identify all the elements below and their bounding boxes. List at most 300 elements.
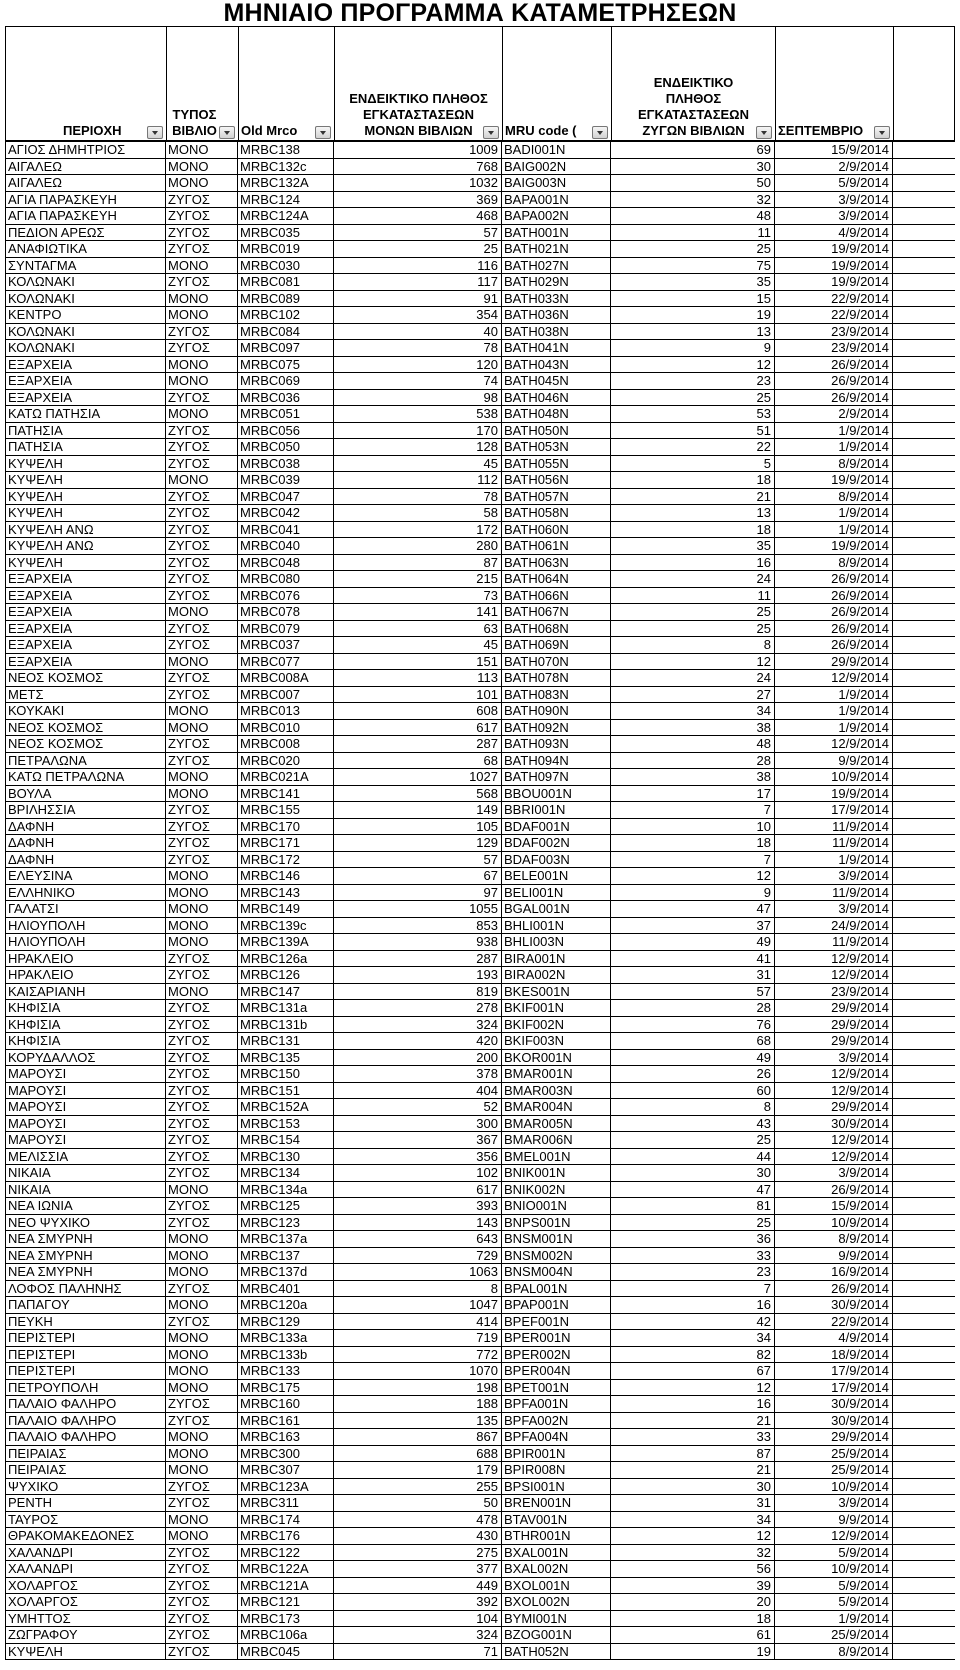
cell-mru-code[interactable]: BPER001N xyxy=(502,1330,611,1346)
cell-pair-books[interactable]: 25 xyxy=(611,621,775,637)
cell-old-mrco[interactable]: MRBC133a xyxy=(238,1330,334,1346)
cell-single-books[interactable]: 1032 xyxy=(334,175,502,191)
cell-type[interactable]: ΖΥΓΟΣ xyxy=(166,324,238,340)
cell-type[interactable]: ΜΟΝΟ xyxy=(166,373,238,389)
cell-mru-code[interactable]: BATH027N xyxy=(502,258,611,274)
cell-mru-code[interactable]: BKOR001N xyxy=(502,1050,611,1066)
cell-mru-code[interactable]: BATH038N xyxy=(502,324,611,340)
cell-pair-books[interactable]: 19 xyxy=(611,1644,775,1660)
cell-single-books[interactable]: 300 xyxy=(334,1116,502,1132)
cell-type[interactable]: ΖΥΓΟΣ xyxy=(166,951,238,967)
cell-pair-books[interactable]: 36 xyxy=(611,1231,775,1247)
table-row[interactable] xyxy=(5,1215,955,1232)
table-row[interactable] xyxy=(5,1578,955,1595)
cell-mru-code[interactable]: BPAP001N xyxy=(502,1297,611,1313)
cell-date[interactable]: 3/9/2014 xyxy=(775,868,893,884)
cell-date[interactable]: 12/9/2014 xyxy=(775,951,893,967)
table-row[interactable] xyxy=(5,951,955,968)
cell-date[interactable]: 15/9/2014 xyxy=(775,1198,893,1214)
cell-pair-books[interactable]: 25 xyxy=(611,390,775,406)
cell-single-books[interactable]: 68 xyxy=(334,753,502,769)
cell-area[interactable]: ΜΑΡΟΥΣΙ xyxy=(5,1099,166,1115)
cell-single-books[interactable]: 478 xyxy=(334,1512,502,1528)
cell-old-mrco[interactable]: MRBC141 xyxy=(238,786,334,802)
cell-old-mrco[interactable]: MRBC124 xyxy=(238,192,334,208)
cell-area[interactable]: ΠΑΛΑΙΟ ΦΑΛΗΡΟ xyxy=(5,1429,166,1445)
cell-date[interactable]: 1/9/2014 xyxy=(775,687,893,703)
cell-type[interactable]: ΜΟΝΟ xyxy=(166,472,238,488)
table-row[interactable] xyxy=(5,1165,955,1182)
cell-date[interactable]: 26/9/2014 xyxy=(775,373,893,389)
table-row[interactable] xyxy=(5,1083,955,1100)
cell-mru-code[interactable]: BELI001N xyxy=(502,885,611,901)
cell-type[interactable]: ΖΥΓΟΣ xyxy=(166,621,238,637)
table-row[interactable] xyxy=(5,835,955,852)
cell-mru-code[interactable]: BIRA001N xyxy=(502,951,611,967)
cell-area[interactable]: ΣΥΝΤΑΓΜΑ xyxy=(5,258,166,274)
cell-pair-books[interactable]: 21 xyxy=(611,489,775,505)
cell-mru-code[interactable]: BATH058N xyxy=(502,505,611,521)
cell-pair-books[interactable]: 10 xyxy=(611,819,775,835)
cell-type[interactable]: ΖΥΓΟΣ xyxy=(166,1066,238,1082)
table-row[interactable] xyxy=(5,291,955,308)
cell-pair-books[interactable]: 38 xyxy=(611,720,775,736)
table-row[interactable] xyxy=(5,1149,955,1166)
cell-old-mrco[interactable]: MRBC045 xyxy=(238,1644,334,1660)
cell-area[interactable]: ΕΞΑΡΧΕΙΑ xyxy=(5,588,166,604)
cell-old-mrco[interactable]: MRBC008 xyxy=(238,736,334,752)
filter-dropdown-icon[interactable] xyxy=(147,126,163,139)
cell-type[interactable]: ΜΟΝΟ xyxy=(166,720,238,736)
cell-area[interactable]: ΕΞΑΡΧΕΙΑ xyxy=(5,373,166,389)
table-row[interactable] xyxy=(5,1429,955,1446)
table-row[interactable] xyxy=(5,192,955,209)
table-row[interactable] xyxy=(5,654,955,671)
cell-single-books[interactable]: 719 xyxy=(334,1330,502,1346)
cell-type[interactable]: ΜΟΝΟ xyxy=(166,934,238,950)
cell-mru-code[interactable]: BKES001N xyxy=(502,984,611,1000)
cell-pair-books[interactable]: 76 xyxy=(611,1017,775,1033)
cell-pair-books[interactable]: 38 xyxy=(611,769,775,785)
cell-date[interactable]: 17/9/2014 xyxy=(775,802,893,818)
cell-mru-code[interactable]: BATH041N xyxy=(502,340,611,356)
cell-mru-code[interactable]: BMAR004N xyxy=(502,1099,611,1115)
cell-type[interactable]: ΜΟΝΟ xyxy=(166,1380,238,1396)
cell-pair-books[interactable]: 21 xyxy=(611,1462,775,1478)
cell-old-mrco[interactable]: MRBC121 xyxy=(238,1594,334,1610)
cell-mru-code[interactable]: BDAF002N xyxy=(502,835,611,851)
cell-date[interactable]: 2/9/2014 xyxy=(775,159,893,175)
cell-mru-code[interactable]: BDAF001N xyxy=(502,819,611,835)
cell-date[interactable]: 12/9/2014 xyxy=(775,1149,893,1165)
cell-date[interactable]: 26/9/2014 xyxy=(775,571,893,587)
cell-mru-code[interactable]: BADI001N xyxy=(502,142,611,158)
cell-pair-books[interactable]: 18 xyxy=(611,1611,775,1627)
cell-pair-books[interactable]: 22 xyxy=(611,439,775,455)
table-row[interactable] xyxy=(5,736,955,753)
cell-old-mrco[interactable]: MRBC097 xyxy=(238,340,334,356)
cell-single-books[interactable]: 367 xyxy=(334,1132,502,1148)
table-row[interactable] xyxy=(5,1594,955,1611)
cell-pair-books[interactable]: 21 xyxy=(611,1413,775,1429)
cell-old-mrco[interactable]: MRBC173 xyxy=(238,1611,334,1627)
cell-mru-code[interactable]: BPIR008N xyxy=(502,1462,611,1478)
cell-area[interactable]: ΘΡΑΚΟΜΑΚΕΔΟΝΕΣ xyxy=(5,1528,166,1544)
cell-pair-books[interactable]: 16 xyxy=(611,555,775,571)
cell-single-books[interactable]: 287 xyxy=(334,736,502,752)
cell-mru-code[interactable]: BATH036N xyxy=(502,307,611,323)
cell-date[interactable]: 4/9/2014 xyxy=(775,1330,893,1346)
cell-date[interactable]: 19/9/2014 xyxy=(775,538,893,554)
cell-date[interactable]: 10/9/2014 xyxy=(775,769,893,785)
cell-area[interactable]: ΚΥΨΕΛΗ ΑΝΩ xyxy=(5,538,166,554)
cell-mru-code[interactable]: BATH048N xyxy=(502,406,611,422)
cell-old-mrco[interactable]: MRBC084 xyxy=(238,324,334,340)
cell-pair-books[interactable]: 25 xyxy=(611,241,775,257)
cell-area[interactable]: ΚΟΛΩΝΑΚΙ xyxy=(5,324,166,340)
cell-area[interactable]: ΨΥΧΙΚΟ xyxy=(5,1479,166,1495)
cell-single-books[interactable]: 188 xyxy=(334,1396,502,1412)
cell-date[interactable]: 2/9/2014 xyxy=(775,406,893,422)
table-row[interactable] xyxy=(5,1347,955,1364)
cell-single-books[interactable]: 117 xyxy=(334,274,502,290)
table-row[interactable] xyxy=(5,1116,955,1133)
cell-single-books[interactable]: 287 xyxy=(334,951,502,967)
cell-date[interactable]: 17/9/2014 xyxy=(775,1380,893,1396)
table-row[interactable] xyxy=(5,753,955,770)
table-row[interactable] xyxy=(5,159,955,176)
cell-date[interactable]: 8/9/2014 xyxy=(775,489,893,505)
cell-old-mrco[interactable]: MRBC080 xyxy=(238,571,334,587)
cell-type[interactable]: ΖΥΓΟΣ xyxy=(166,208,238,224)
cell-old-mrco[interactable]: MRBC122 xyxy=(238,1545,334,1561)
cell-single-books[interactable]: 193 xyxy=(334,967,502,983)
cell-area[interactable]: ΛΟΦΟΣ ΠΑΛΗΝΗΣ xyxy=(5,1281,166,1297)
cell-date[interactable]: 23/9/2014 xyxy=(775,984,893,1000)
cell-single-books[interactable]: 1063 xyxy=(334,1264,502,1280)
cell-area[interactable]: ΠΑΛΑΙΟ ΦΑΛΗΡΟ xyxy=(5,1413,166,1429)
cell-date[interactable]: 1/9/2014 xyxy=(775,423,893,439)
cell-old-mrco[interactable]: MRBC131b xyxy=(238,1017,334,1033)
table-row[interactable] xyxy=(5,720,955,737)
cell-pair-books[interactable]: 13 xyxy=(611,324,775,340)
cell-single-books[interactable]: 772 xyxy=(334,1347,502,1363)
cell-pair-books[interactable]: 25 xyxy=(611,1215,775,1231)
table-row[interactable] xyxy=(5,786,955,803)
cell-old-mrco[interactable]: MRBC149 xyxy=(238,901,334,917)
cell-pair-books[interactable]: 50 xyxy=(611,175,775,191)
table-row[interactable] xyxy=(5,621,955,638)
cell-pair-books[interactable]: 16 xyxy=(611,1396,775,1412)
cell-area[interactable]: ΚΟΡΥΔΑΛΛΟΣ xyxy=(5,1050,166,1066)
cell-area[interactable]: ΝΕΟΣ ΚΟΣΜΟΣ xyxy=(5,736,166,752)
cell-mru-code[interactable]: BELE001N xyxy=(502,868,611,884)
cell-date[interactable]: 8/9/2014 xyxy=(775,1644,893,1660)
cell-area[interactable]: ΕΛΕΥΣΙΝΑ xyxy=(5,868,166,884)
cell-pair-books[interactable]: 30 xyxy=(611,1165,775,1181)
cell-pair-books[interactable]: 44 xyxy=(611,1149,775,1165)
cell-old-mrco[interactable]: MRBC151 xyxy=(238,1083,334,1099)
cell-old-mrco[interactable]: MRBC040 xyxy=(238,538,334,554)
cell-date[interactable]: 5/9/2014 xyxy=(775,1578,893,1594)
cell-mru-code[interactable]: BXAL001N xyxy=(502,1545,611,1561)
table-row[interactable] xyxy=(5,423,955,440)
cell-date[interactable]: 26/9/2014 xyxy=(775,604,893,620)
cell-single-books[interactable]: 8 xyxy=(334,1281,502,1297)
cell-date[interactable]: 26/9/2014 xyxy=(775,588,893,604)
cell-date[interactable]: 1/9/2014 xyxy=(775,852,893,868)
cell-old-mrco[interactable]: MRBC401 xyxy=(238,1281,334,1297)
table-row[interactable] xyxy=(5,225,955,242)
cell-type[interactable]: ΖΥΓΟΣ xyxy=(166,1545,238,1561)
cell-type[interactable]: ΖΥΓΟΣ xyxy=(166,835,238,851)
cell-mru-code[interactable]: BATH052N xyxy=(502,1644,611,1660)
cell-date[interactable]: 12/9/2014 xyxy=(775,1132,893,1148)
cell-mru-code[interactable]: BZOG001N xyxy=(502,1627,611,1643)
table-row[interactable] xyxy=(5,571,955,588)
cell-pair-books[interactable]: 81 xyxy=(611,1198,775,1214)
cell-pair-books[interactable]: 49 xyxy=(611,1050,775,1066)
cell-area[interactable]: ΤΑΥΡΟΣ xyxy=(5,1512,166,1528)
cell-date[interactable]: 3/9/2014 xyxy=(775,208,893,224)
table-row[interactable] xyxy=(5,1248,955,1265)
cell-date[interactable]: 1/9/2014 xyxy=(775,439,893,455)
cell-area[interactable]: ΕΞΑΡΧΕΙΑ xyxy=(5,571,166,587)
cell-area[interactable]: ΑΓΙΑ ΠΑΡΑΣΚΕΥΗ xyxy=(5,192,166,208)
filter-dropdown-icon[interactable] xyxy=(315,126,331,139)
cell-pair-books[interactable]: 16 xyxy=(611,1297,775,1313)
cell-pair-books[interactable]: 12 xyxy=(611,1380,775,1396)
cell-type[interactable]: ΖΥΓΟΣ xyxy=(166,1099,238,1115)
table-row[interactable] xyxy=(5,1033,955,1050)
cell-old-mrco[interactable]: MRBC021A xyxy=(238,769,334,785)
cell-date[interactable]: 29/9/2014 xyxy=(775,1017,893,1033)
table-row[interactable] xyxy=(5,1495,955,1512)
cell-area[interactable]: ΚΥΨΕΛΗ xyxy=(5,456,166,472)
cell-old-mrco[interactable]: MRBC131 xyxy=(238,1033,334,1049)
cell-type[interactable]: ΖΥΓΟΣ xyxy=(166,538,238,554)
cell-old-mrco[interactable]: MRBC050 xyxy=(238,439,334,455)
cell-date[interactable]: 23/9/2014 xyxy=(775,340,893,356)
cell-old-mrco[interactable]: MRBC311 xyxy=(238,1495,334,1511)
cell-area[interactable]: ΕΛΛΗΝΙΚΟ xyxy=(5,885,166,901)
cell-pair-books[interactable]: 7 xyxy=(611,802,775,818)
cell-type[interactable]: ΜΟΝΟ xyxy=(166,786,238,802)
cell-single-books[interactable]: 420 xyxy=(334,1033,502,1049)
cell-single-books[interactable]: 105 xyxy=(334,819,502,835)
cell-single-books[interactable]: 198 xyxy=(334,1380,502,1396)
table-row[interactable] xyxy=(5,1198,955,1215)
table-row[interactable] xyxy=(5,241,955,258)
cell-mru-code[interactable]: BATH046N xyxy=(502,390,611,406)
cell-old-mrco[interactable]: MRBC135 xyxy=(238,1050,334,1066)
cell-area[interactable]: ΚΗΦΙΣΙΑ xyxy=(5,1017,166,1033)
cell-pair-books[interactable]: 35 xyxy=(611,274,775,290)
cell-date[interactable]: 30/9/2014 xyxy=(775,1116,893,1132)
cell-pair-books[interactable]: 56 xyxy=(611,1561,775,1577)
cell-single-books[interactable]: 149 xyxy=(334,802,502,818)
cell-single-books[interactable]: 1009 xyxy=(334,142,502,158)
cell-mru-code[interactable]: BREN001N xyxy=(502,1495,611,1511)
cell-area[interactable]: ΓΑΛΑΤΣΙ xyxy=(5,901,166,917)
cell-pair-books[interactable]: 32 xyxy=(611,192,775,208)
cell-single-books[interactable]: 74 xyxy=(334,373,502,389)
cell-single-books[interactable]: 1055 xyxy=(334,901,502,917)
cell-mru-code[interactable]: BATH068N xyxy=(502,621,611,637)
table-row[interactable] xyxy=(5,687,955,704)
cell-mru-code[interactable]: BNIO001N xyxy=(502,1198,611,1214)
cell-single-books[interactable]: 104 xyxy=(334,1611,502,1627)
cell-date[interactable]: 29/9/2014 xyxy=(775,1033,893,1049)
cell-old-mrco[interactable]: MRBC008A xyxy=(238,670,334,686)
cell-area[interactable]: ΚΥΨΕΛΗ xyxy=(5,489,166,505)
cell-date[interactable]: 1/9/2014 xyxy=(775,1611,893,1627)
cell-single-books[interactable]: 97 xyxy=(334,885,502,901)
cell-old-mrco[interactable]: MRBC131a xyxy=(238,1000,334,1016)
cell-type[interactable]: ΖΥΓΟΣ xyxy=(166,1116,238,1132)
cell-date[interactable]: 29/9/2014 xyxy=(775,1000,893,1016)
cell-date[interactable]: 4/9/2014 xyxy=(775,225,893,241)
cell-pair-books[interactable]: 41 xyxy=(611,951,775,967)
table-row[interactable] xyxy=(5,1462,955,1479)
cell-area[interactable]: ΚΟΛΩΝΑΚΙ xyxy=(5,340,166,356)
cell-mru-code[interactable]: BATH063N xyxy=(502,555,611,571)
cell-type[interactable]: ΜΟΝΟ xyxy=(166,142,238,158)
table-row[interactable] xyxy=(5,604,955,621)
cell-area[interactable]: ΚΟΥΚΑΚΙ xyxy=(5,703,166,719)
cell-single-books[interactable]: 25 xyxy=(334,241,502,257)
cell-area[interactable]: ΠΕΡΙΣΤΕΡΙ xyxy=(5,1347,166,1363)
cell-area[interactable]: ΠΕΤΡΟΥΠΟΛΗ xyxy=(5,1380,166,1396)
cell-old-mrco[interactable]: MRBC175 xyxy=(238,1380,334,1396)
cell-type[interactable]: ΖΥΓΟΣ xyxy=(166,687,238,703)
table-row[interactable] xyxy=(5,357,955,374)
table-row[interactable] xyxy=(5,1281,955,1298)
cell-pair-books[interactable]: 35 xyxy=(611,538,775,554)
cell-pair-books[interactable]: 24 xyxy=(611,571,775,587)
cell-type[interactable]: ΖΥΓΟΣ xyxy=(166,1594,238,1610)
cell-old-mrco[interactable]: MRBC120a xyxy=(238,1297,334,1313)
cell-area[interactable]: ΧΑΛΑΝΔΡΙ xyxy=(5,1545,166,1561)
table-row[interactable] xyxy=(5,1330,955,1347)
cell-type[interactable]: ΜΟΝΟ xyxy=(166,159,238,175)
cell-single-books[interactable]: 369 xyxy=(334,192,502,208)
cell-type[interactable]: ΖΥΓΟΣ xyxy=(166,1561,238,1577)
cell-area[interactable]: ΝΙΚΑΙΑ xyxy=(5,1165,166,1181)
cell-old-mrco[interactable]: MRBC146 xyxy=(238,868,334,884)
cell-pair-books[interactable]: 28 xyxy=(611,1000,775,1016)
cell-mru-code[interactable]: BATH066N xyxy=(502,588,611,604)
cell-old-mrco[interactable]: MRBC069 xyxy=(238,373,334,389)
cell-mru-code[interactable]: BATH021N xyxy=(502,241,611,257)
cell-old-mrco[interactable]: MRBC076 xyxy=(238,588,334,604)
cell-old-mrco[interactable]: MRBC170 xyxy=(238,819,334,835)
cell-old-mrco[interactable]: MRBC137a xyxy=(238,1231,334,1247)
cell-single-books[interactable]: 172 xyxy=(334,522,502,538)
cell-single-books[interactable]: 67 xyxy=(334,868,502,884)
cell-old-mrco[interactable]: MRBC137d xyxy=(238,1264,334,1280)
table-row[interactable] xyxy=(5,1644,955,1661)
cell-single-books[interactable]: 113 xyxy=(334,670,502,686)
cell-type[interactable]: ΖΥΓΟΣ xyxy=(166,1017,238,1033)
cell-old-mrco[interactable]: MRBC172 xyxy=(238,852,334,868)
cell-type[interactable]: ΜΟΝΟ xyxy=(166,703,238,719)
cell-pair-books[interactable]: 34 xyxy=(611,1330,775,1346)
table-row[interactable] xyxy=(5,373,955,390)
cell-date[interactable]: 17/9/2014 xyxy=(775,1363,893,1379)
cell-type[interactable]: ΖΥΓΟΣ xyxy=(166,1479,238,1495)
cell-pair-books[interactable]: 19 xyxy=(611,307,775,323)
cell-mru-code[interactable]: BATH061N xyxy=(502,538,611,554)
cell-date[interactable]: 26/9/2014 xyxy=(775,621,893,637)
cell-single-books[interactable]: 50 xyxy=(334,1495,502,1511)
cell-old-mrco[interactable]: MRBC139A xyxy=(238,934,334,950)
cell-area[interactable]: ΠΕΥΚΗ xyxy=(5,1314,166,1330)
cell-pair-books[interactable]: 8 xyxy=(611,637,775,653)
cell-type[interactable]: ΜΟΝΟ xyxy=(166,1248,238,1264)
cell-date[interactable]: 3/9/2014 xyxy=(775,901,893,917)
cell-area[interactable]: ΜΕΛΙΣΣΙΑ xyxy=(5,1149,166,1165)
cell-type[interactable]: ΜΟΝΟ xyxy=(166,918,238,934)
cell-single-books[interactable]: 867 xyxy=(334,1429,502,1445)
cell-type[interactable]: ΖΥΓΟΣ xyxy=(166,802,238,818)
cell-area[interactable]: ΗΡΑΚΛΕΙΟ xyxy=(5,967,166,983)
cell-type[interactable]: ΖΥΓΟΣ xyxy=(166,1132,238,1148)
cell-old-mrco[interactable]: MRBC137 xyxy=(238,1248,334,1264)
cell-area[interactable]: ΚΟΛΩΝΑΚΙ xyxy=(5,291,166,307)
cell-mru-code[interactable]: BPER002N xyxy=(502,1347,611,1363)
cell-type[interactable]: ΖΥΓΟΣ xyxy=(166,522,238,538)
table-row[interactable] xyxy=(5,1132,955,1149)
cell-type[interactable]: ΖΥΓΟΣ xyxy=(166,1198,238,1214)
cell-date[interactable]: 5/9/2014 xyxy=(775,175,893,191)
cell-pair-books[interactable]: 28 xyxy=(611,753,775,769)
cell-old-mrco[interactable]: MRBC134 xyxy=(238,1165,334,1181)
cell-mru-code[interactable]: BMAR003N xyxy=(502,1083,611,1099)
cell-date[interactable]: 5/9/2014 xyxy=(775,1545,893,1561)
cell-area[interactable]: ΗΛΙΟΥΠΟΛΗ xyxy=(5,934,166,950)
cell-date[interactable]: 26/9/2014 xyxy=(775,390,893,406)
cell-date[interactable]: 1/9/2014 xyxy=(775,505,893,521)
cell-date[interactable]: 8/9/2014 xyxy=(775,456,893,472)
cell-area[interactable]: ΠΕΙΡΑΙΑΣ xyxy=(5,1446,166,1462)
cell-area[interactable]: ΚΑΤΩ ΠΑΤΗΣΙΑ xyxy=(5,406,166,422)
table-row[interactable] xyxy=(5,340,955,357)
cell-pair-books[interactable]: 11 xyxy=(611,225,775,241)
cell-old-mrco[interactable]: MRBC134a xyxy=(238,1182,334,1198)
cell-area[interactable]: ΠΑΤΗΣΙΑ xyxy=(5,423,166,439)
cell-single-books[interactable]: 58 xyxy=(334,505,502,521)
cell-old-mrco[interactable]: MRBC126 xyxy=(238,967,334,983)
cell-area[interactable]: ΑΝΑΦΙΩΤΙΚΑ xyxy=(5,241,166,257)
table-row[interactable] xyxy=(5,258,955,275)
cell-pair-books[interactable]: 11 xyxy=(611,588,775,604)
cell-area[interactable]: ΖΩΓΡΑΦΟΥ xyxy=(5,1627,166,1643)
cell-single-books[interactable]: 617 xyxy=(334,720,502,736)
cell-date[interactable]: 3/9/2014 xyxy=(775,1495,893,1511)
cell-type[interactable]: ΖΥΓΟΣ xyxy=(166,274,238,290)
cell-area[interactable]: ΝΕΟΣ ΚΟΣΜΟΣ xyxy=(5,720,166,736)
cell-date[interactable]: 18/9/2014 xyxy=(775,1347,893,1363)
cell-type[interactable]: ΜΟΝΟ xyxy=(166,406,238,422)
table-row[interactable] xyxy=(5,1545,955,1562)
cell-type[interactable]: ΖΥΓΟΣ xyxy=(166,588,238,604)
cell-single-books[interactable]: 538 xyxy=(334,406,502,422)
cell-pair-books[interactable]: 5 xyxy=(611,456,775,472)
cell-old-mrco[interactable]: MRBC035 xyxy=(238,225,334,241)
cell-mru-code[interactable]: BHLI001N xyxy=(502,918,611,934)
cell-area[interactable]: ΠΕΡΙΣΤΕΡΙ xyxy=(5,1330,166,1346)
